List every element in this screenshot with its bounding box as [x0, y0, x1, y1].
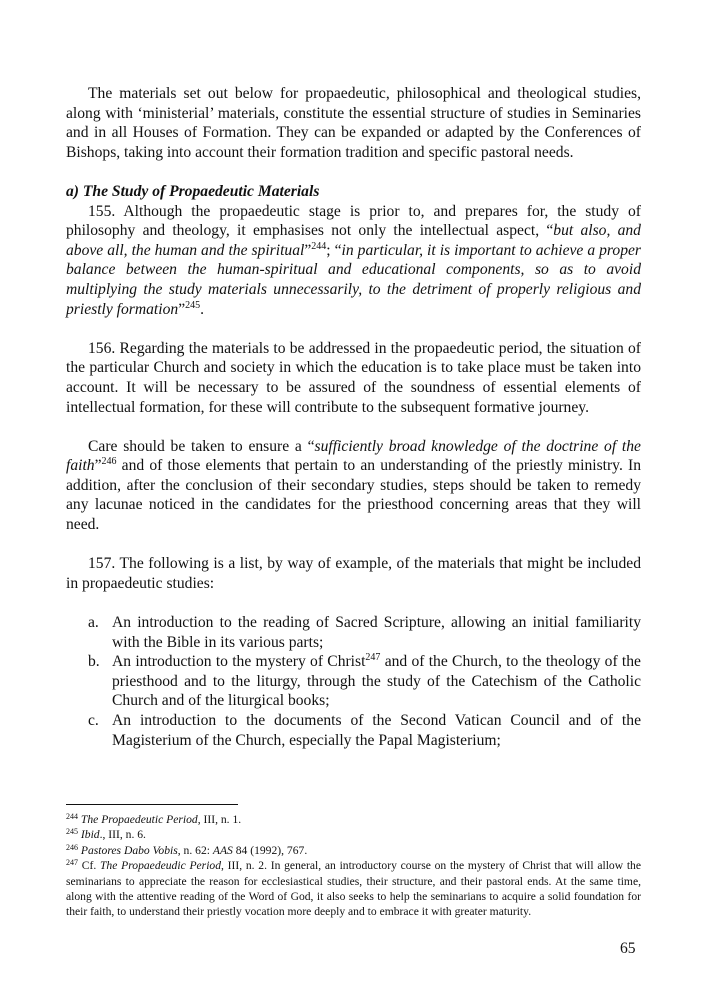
footnote-245 — [66, 827, 641, 842]
p155-text4: ” — [178, 300, 186, 318]
paragraph-157: 157. The following is a list, by way of example, of the materials that might be included in propaedeutic studies: — [66, 555, 641, 592]
care-text1: Care should be taken to ensure a “ — [88, 437, 315, 455]
p155-quote1: but also, and above all, the human and the spiritual — [66, 222, 641, 259]
footnote-prefix: Cf. — [78, 859, 100, 873]
footnote-ref-244[interactable]: 244 — [311, 240, 327, 252]
list-item-a-text: An introduction to the reading of Sacred Scripture, allowing an initial familiarity with the Bible in its various parts; — [112, 614, 641, 651]
paragraph-care — [66, 437, 641, 535]
page-number: 65 — [620, 940, 636, 957]
footnote-number: 244 — [66, 812, 78, 821]
list-item-c-text: An introduction to the documents of the Second Vatican Council and of the Magisterium of the Church, especially the Papal Magisterium; — [112, 712, 641, 749]
footnote-ref-247[interactable]: 247 — [365, 652, 381, 664]
footnote-247 — [66, 858, 641, 920]
list-item-b-text1: An introduction to the mystery of Christ — [112, 653, 366, 671]
footnote-title-2: AAS — [212, 843, 233, 857]
section-heading: a) The Study of Propaedeutic Materials — [66, 182, 320, 200]
list-item-b — [66, 652, 641, 711]
p155-text1: 155. Although the propaedeutic stage is prior to, and prepares for, the study of philosophy and theology, it emphasises not only the intellectual aspect, “ — [66, 202, 641, 240]
care-text3: and of those elements that pertain to an understanding of the priestly ministry. In addition, after the conclusion of their secondary studies, steps should be taken to remedy any lacunae noticed in the candidates for the priesthood concerning areas that they will need. — [66, 457, 641, 534]
footnote-ref-245[interactable]: 245 — [185, 299, 201, 311]
footnote-number: 246 — [66, 842, 78, 852]
footnote-text: , n. 62: — [177, 843, 213, 857]
list-marker-c: c. — [88, 712, 99, 729]
main-text — [66, 84, 641, 750]
footnotes — [66, 812, 641, 920]
list-item-c — [66, 711, 641, 750]
p155-text2: ” — [304, 241, 312, 259]
footnote-number: 247 — [66, 858, 78, 868]
footnote-title: Pastores Dabo Vobis — [80, 843, 178, 857]
footnote-244 — [66, 812, 641, 827]
list-marker-b: b. — [88, 653, 100, 671]
footnote-text: , III, n. 2. In general, an introductory course on the mystery of Christ that will allow the seminarians to appreciate the reason for ecclesiastical studies, their structure, and their pastoral ends. At the same time, along with the attentive reading of the Word of God, it also seeks to help the seminarians to acquire a solid foundation for their faith, to understand their priestly vocation more deeply and to embrace it with greater maturity. — [66, 859, 641, 919]
p155-quote2: in particular, it is important to achieve a proper balance between the human-spiritual and educational components, so as to avoid multiplying the study materials unnecessarily, to the detriment of properly religious and priestly formation — [66, 241, 641, 318]
materials-list — [66, 613, 641, 750]
footnote-text: ., III, n. 6. — [99, 828, 146, 842]
paragraph-155 — [66, 202, 641, 320]
footnote-text-2: 84 (1992), 767. — [232, 843, 308, 857]
paragraph-156: 156. Regarding the materials to be addressed in the propaedeutic period, the situation of the particular Church and society in which the education is to take place must be taken into account. It will be necessary to be assured of the soundness of essential elements of intellectual formation, for these will contribute to the subsequent formative journey. — [66, 339, 641, 416]
intro-paragraph: The materials set out below for propaedeutic, philosophical and theological studies, along with ‘ministerial’ materials, constitute the essential structure of studies in Seminaries and in all Houses of Formation. They can be expanded or adapted by the Conferences of Bishops, taking into account their formation tradition and specific pastoral needs. — [66, 85, 641, 161]
care-text2: ” — [94, 457, 102, 475]
footnote-title: The Propaedeutic Period — [80, 813, 198, 826]
list-item-a — [66, 613, 641, 652]
care-quote: sufficiently broad knowledge of the doctrine of the faith — [66, 437, 641, 475]
footnote-text: , III, n. 1. — [197, 813, 242, 826]
footnote-title: The Propaedeudic Period — [99, 859, 222, 873]
footnote-number: 245 — [66, 827, 78, 837]
list-marker-a: a. — [88, 614, 99, 632]
p155-text5: . — [200, 300, 205, 318]
footnote-246 — [66, 843, 641, 858]
list-item-b-text2: and of the Church, to the theology of the priesthood and to the liturgy, through the study of the Catechism of the Catholic Church and of the liturgical books; — [112, 653, 641, 710]
footnote-divider — [66, 804, 238, 805]
footnote-ref-246[interactable]: 246 — [101, 456, 117, 468]
p155-text3: ; “ — [326, 241, 342, 259]
footnote-title: Ibid — [80, 828, 100, 842]
